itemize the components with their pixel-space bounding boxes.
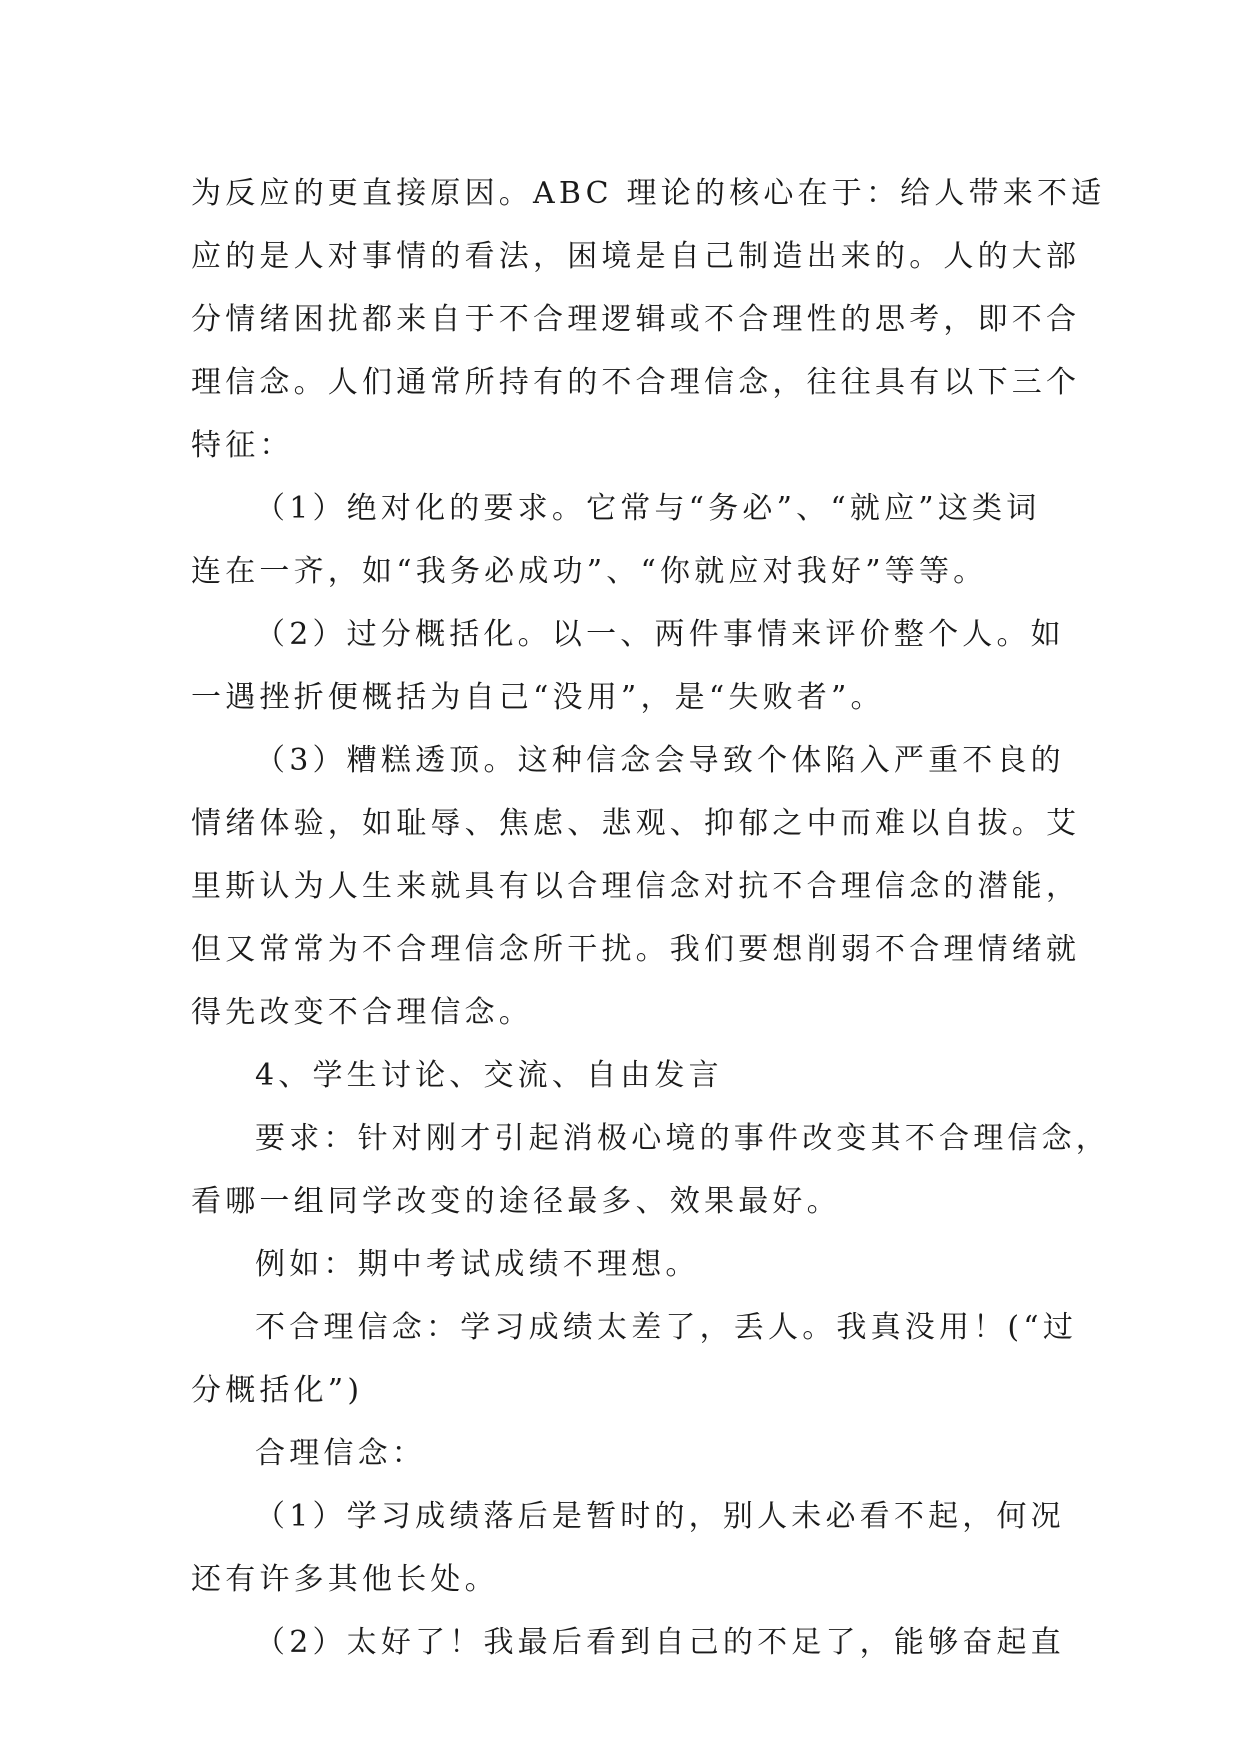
text-line: 连在一齐，如“我务必成功”、“你就应对我好”等等。 [191,554,988,589]
text-line: （1）学习成绩落后是暂时的，别人未必看不起，何况 [255,1499,1065,1534]
text-line: 但又常常为不合理信念所干扰。我们要想削弱不合理情绪就 [191,932,1081,967]
text-line: 应的是人对事情的看法，困境是自己制造出来的。人的大部 [191,239,1081,274]
text-line: 合理信念： [255,1436,426,1471]
text-line: 4、学生讨论、交流、自由发言 [255,1058,723,1093]
text-line: 一遇挫折便概括为自己“没用”，是“失败者”。 [191,680,885,715]
text-line: （3）糟糕透顶。这种信念会导致个体陷入严重不良的 [255,743,1065,778]
text-line: 里斯认为人生来就具有以合理信念对抗不合理信念的潜能， [191,869,1081,904]
text-line: 为反应的更直接原因。ABC 理论的核心在于：给人带来不适 [191,176,1106,211]
text-line: 得先改变不合理信念。 [191,995,533,1030]
text-line: 例如：期中考试成绩不理想。 [255,1247,700,1282]
text-line: 不合理信念：学习成绩太差了，丢人。我真没用！(“过 [255,1310,1078,1345]
text-line: 理信念。人们通常所持有的不合理信念，往往具有以下三个 [191,365,1081,400]
text-line: （2）过分概括化。以一、两件事情来评价整个人。如 [255,617,1065,652]
text-line: 看哪一组同学改变的途径最多、效果最好。 [191,1184,841,1219]
text-line: 还有许多其他长处。 [191,1562,499,1597]
text-line: 分概括化”) [191,1373,364,1408]
text-line: 特征： [191,428,294,463]
text-line: （1）绝对化的要求。它常与“务必”、“就应”这类词 [255,491,1041,526]
text-line: 分情绪困扰都来自于不合理逻辑或不合理性的思考，即不合 [191,302,1081,337]
text-line: 要求：针对刚才引起消极心境的事件改变其不合理信念， [255,1121,1110,1156]
document-body [191,162,1110,1674]
text-line: 情绪体验，如耻辱、焦虑、悲观、抑郁之中而难以自拔。艾 [191,806,1081,841]
text-line: （2）太好了！我最后看到自己的不足了，能够奋起直 [255,1625,1065,1660]
